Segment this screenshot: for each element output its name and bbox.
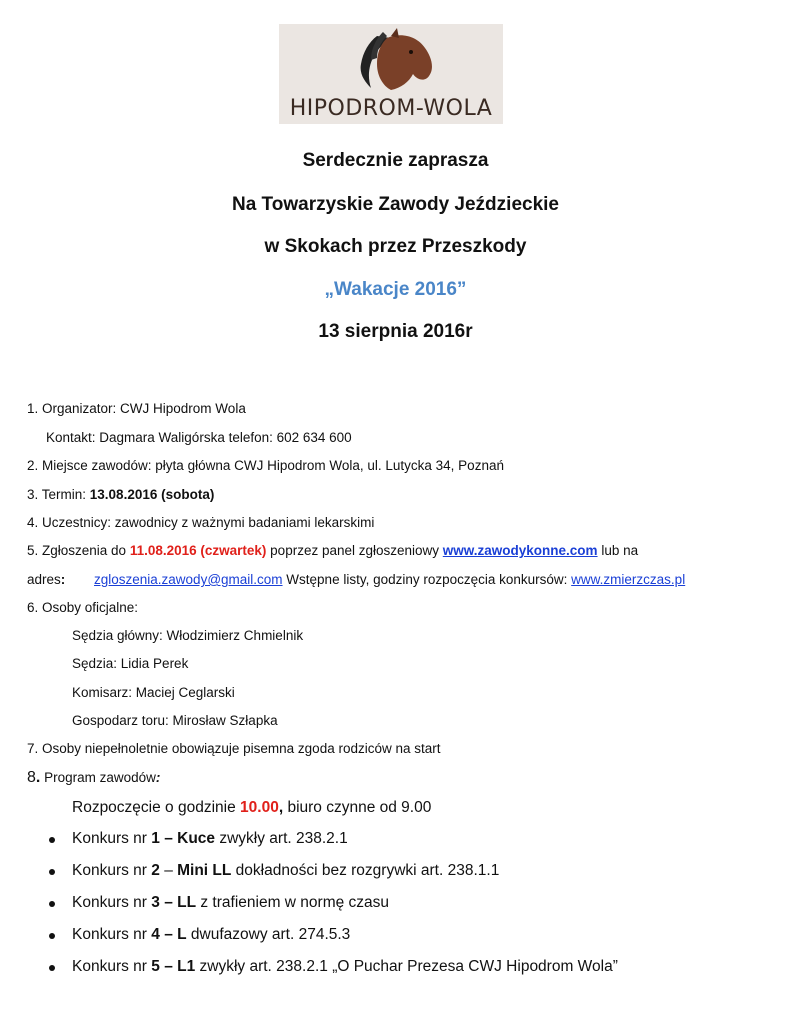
start-suffix: biuro czynne od 9.00 bbox=[283, 799, 432, 816]
registration-prefix: 5. Zgłoszenia do bbox=[27, 543, 130, 558]
contest-dash: – bbox=[159, 894, 178, 911]
item-participants: 4. Uczestnicy: zawodnicy z ważnymi badaniami lekarskimi bbox=[27, 515, 375, 530]
bullet-icon bbox=[49, 901, 55, 907]
contest-class: L bbox=[177, 926, 187, 943]
address-colon: : bbox=[60, 572, 66, 587]
lists-text: Wstępne listy, godziny rozpoczęcia konkursów: bbox=[282, 572, 572, 587]
contest-class: L1 bbox=[177, 958, 196, 975]
official-course-designer: Gospodarz toru: Mirosław Szłapka bbox=[72, 713, 278, 728]
contest-number: 2 bbox=[151, 862, 160, 879]
item-minors: 7. Osoby niepełnoletnie obowiązuje pisemna zgoda rodziców na start bbox=[27, 741, 441, 756]
item-contact: Kontakt: Dagmara Waligórska telefon: 602 634 600 bbox=[46, 430, 352, 445]
heading-event: Na Towarzyskie Zawody Jeździeckie bbox=[231, 194, 559, 215]
bullet-icon bbox=[49, 869, 55, 875]
program-label: Program zawodów bbox=[40, 770, 156, 785]
contest-item bbox=[72, 830, 348, 848]
address-label: adres bbox=[27, 572, 61, 587]
contest-class: Kuce bbox=[177, 830, 216, 847]
official-commissioner: Komisarz: Maciej Ceglarski bbox=[72, 685, 235, 700]
item-location: 2. Miejsce zawodów: płyta główna CWJ Hipodrom Wola, ul. Lutycka 34, Poznań bbox=[27, 458, 504, 473]
bullet-icon bbox=[49, 933, 55, 939]
item-registration-links bbox=[94, 572, 685, 587]
contest-item bbox=[72, 894, 389, 912]
heading-event-name: „Wakacje 2016” bbox=[324, 279, 467, 300]
contest-item bbox=[72, 862, 499, 880]
program-start bbox=[72, 799, 431, 817]
contest-class: Mini LL bbox=[177, 862, 232, 879]
item-date-value: 13.08.2016 (sobota) bbox=[89, 487, 215, 502]
program-dot: . bbox=[35, 769, 41, 786]
contest-prefix: Konkurs nr bbox=[72, 926, 152, 943]
contest-dash: – bbox=[159, 926, 178, 943]
heading-invite: Serdecznie zaprasza bbox=[302, 150, 489, 171]
item-date-label: 3. Termin: bbox=[27, 487, 90, 502]
contest-prefix: Konkurs nr bbox=[72, 862, 152, 879]
contest-number: 5 bbox=[151, 958, 160, 975]
item-organizer: 1. Organizator: CWJ Hipodrom Wola bbox=[27, 401, 246, 416]
item-date bbox=[27, 487, 214, 502]
official-chief-judge: Sędzia główny: Włodzimierz Chmielnik bbox=[72, 628, 304, 643]
official-judge: Sędzia: Lidia Perek bbox=[72, 656, 189, 671]
contest-class: LL bbox=[177, 894, 197, 911]
zawodykonne-link[interactable]: www.zawodykonne.com bbox=[442, 543, 598, 558]
heading-discipline: w Skokach przez Przeszkody bbox=[264, 236, 527, 257]
contest-item bbox=[72, 926, 350, 944]
contest-prefix: Konkurs nr bbox=[72, 894, 152, 911]
contest-details: dwufazowy art. 274.5.3 bbox=[186, 926, 351, 943]
contest-prefix: Konkurs nr bbox=[72, 830, 152, 847]
program-colon: : bbox=[155, 770, 161, 785]
start-time: 10.00 bbox=[240, 799, 279, 816]
contest-prefix: Konkurs nr bbox=[72, 958, 152, 975]
item-registration bbox=[27, 543, 638, 558]
start-prefix: Rozpoczęcie o godzinie bbox=[72, 799, 241, 816]
contest-details: dokładności bez rozgrywki art. 238.1.1 bbox=[231, 862, 500, 879]
contest-number: 4 bbox=[151, 926, 160, 943]
contest-number: 1 bbox=[151, 830, 160, 847]
registration-deadline: 11.08.2016 (czwartek) bbox=[129, 543, 267, 558]
bullet-icon bbox=[49, 837, 55, 843]
registration-suffix: lub na bbox=[597, 543, 639, 558]
registration-mid: poprzez panel zgłoszeniowy bbox=[266, 543, 443, 558]
bullet-icon bbox=[49, 965, 55, 971]
logo-text: HIPODROM-WOLA bbox=[289, 96, 493, 121]
contest-item bbox=[72, 958, 618, 976]
zmierzczas-link[interactable]: www.zmierzczas.pl bbox=[571, 572, 686, 587]
contest-dash: – bbox=[159, 958, 178, 975]
contest-number: 3 bbox=[151, 894, 160, 911]
item-program bbox=[27, 769, 160, 787]
hipodrom-wola-logo bbox=[279, 24, 503, 124]
contest-details: z trafieniem w normę czasu bbox=[196, 894, 390, 911]
contest-dash: – bbox=[159, 830, 178, 847]
program-number: 8 bbox=[27, 769, 36, 786]
contest-dash: – bbox=[159, 862, 178, 879]
contest-details: zwykły art. 238.2.1 bbox=[215, 830, 348, 847]
email-link[interactable]: zgloszenia.zawody@gmail.com bbox=[94, 572, 283, 587]
start-comma: , bbox=[278, 799, 284, 816]
contest-details: zwykły art. 238.2.1 „O Puchar Prezesa CWJ Hipodrom Wola” bbox=[195, 958, 618, 975]
item-officials: 6. Osoby oficjalne: bbox=[27, 600, 139, 615]
heading-date: 13 sierpnia 2016r bbox=[318, 321, 473, 342]
item-registration-address bbox=[27, 572, 65, 587]
